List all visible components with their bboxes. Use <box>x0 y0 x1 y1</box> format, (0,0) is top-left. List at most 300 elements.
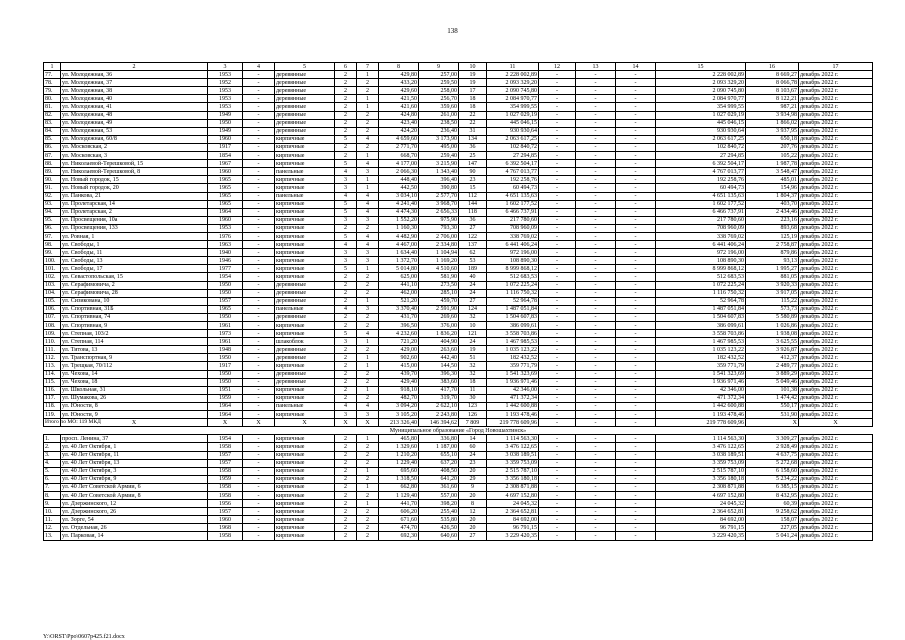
cell: 2 <box>335 451 357 459</box>
cell: 108 890,30 <box>487 257 539 265</box>
cell: - <box>616 435 656 443</box>
table-row <box>44 127 873 135</box>
cell: 118. <box>44 402 61 410</box>
cell: - <box>539 281 576 289</box>
cell: кирпичные <box>275 491 335 499</box>
cell: 417,70 <box>419 386 459 394</box>
cell: 1 995,27 <box>746 265 799 273</box>
cell: 2 <box>357 313 379 321</box>
cell: 2 <box>335 297 357 305</box>
cell: 424,80 <box>379 111 419 119</box>
cell: 158,07 <box>746 516 799 524</box>
cell: декабрь 2022 г. <box>799 135 873 143</box>
cell: 4 659,60 <box>379 135 419 143</box>
cell: 396,50 <box>379 322 419 330</box>
cell: 641,20 <box>419 475 459 483</box>
cell: - <box>243 362 275 370</box>
cell: 1950 <box>208 289 243 297</box>
cell: - <box>243 305 275 313</box>
cell: 1 541 323,69 <box>656 370 746 378</box>
table-row <box>44 411 873 419</box>
cell: ул. Свободы, 13 <box>61 257 208 265</box>
cell: 4 <box>335 241 357 249</box>
cell: - <box>576 168 616 176</box>
cell: 2 243,80 <box>419 411 459 419</box>
cell: 2 <box>357 524 379 532</box>
cell: 482,70 <box>379 394 419 402</box>
cell: 1 160,30 <box>379 224 419 232</box>
cell: - <box>539 435 576 443</box>
cell: - <box>616 297 656 305</box>
cell: 4 651 135,63 <box>487 192 539 200</box>
cell: 95. <box>44 216 61 224</box>
cell: 1977 <box>208 265 243 273</box>
cell: 3 173,90 <box>419 135 459 143</box>
cell: - <box>539 87 576 95</box>
cell: - <box>616 346 656 354</box>
cell: 263,60 <box>419 346 459 354</box>
cell: кирпичные <box>275 152 335 160</box>
cell: - <box>576 71 616 79</box>
cell: - <box>243 184 275 192</box>
cell: 1976 <box>208 232 243 240</box>
cell: 1 474,42 <box>746 394 799 402</box>
cell: ул. Зорге, 54 <box>61 516 208 524</box>
cell: ул. Транспортная, 9 <box>61 354 208 362</box>
cell: 24 <box>459 338 487 346</box>
table-row <box>44 338 873 346</box>
cell: 1 <box>357 362 379 370</box>
column-number: 5 <box>275 63 335 71</box>
cell: - <box>576 273 616 281</box>
cell: - <box>539 443 576 451</box>
cell: - <box>243 111 275 119</box>
cell: 5 234,22 <box>746 475 799 483</box>
cell: 2 <box>357 346 379 354</box>
cell: 1 602 177,52 <box>487 200 539 208</box>
cell: 1 467 985,53 <box>487 338 539 346</box>
cell: 1 936 971,46 <box>656 378 746 386</box>
cell: 6 392 504,17 <box>487 160 539 168</box>
cell: 1950 <box>208 281 243 289</box>
cell: - <box>576 330 616 338</box>
cell: 6 441 406,24 <box>487 241 539 249</box>
cell: 1917 <box>208 362 243 370</box>
cell: - <box>243 386 275 394</box>
table-row <box>44 322 873 330</box>
cell: 3 <box>357 257 379 265</box>
cell: - <box>243 516 275 524</box>
table-row <box>44 176 873 184</box>
cell: декабрь 2022 г. <box>799 402 873 410</box>
cell: - <box>539 516 576 524</box>
cell: 429,00 <box>379 346 419 354</box>
cell: 4 <box>335 305 357 313</box>
cell: ул. Юности, 8 <box>61 402 208 410</box>
cell: декабрь 2022 г. <box>799 508 873 516</box>
cell: 2 <box>335 152 357 160</box>
cell: 535,80 <box>419 516 459 524</box>
cell: - <box>539 176 576 184</box>
cell: 4 467,00 <box>379 241 419 249</box>
cell: - <box>539 524 576 532</box>
cell: 2 <box>357 127 379 135</box>
cell: 1950 <box>208 378 243 386</box>
column-number: 1 <box>44 63 61 71</box>
table-row <box>44 289 873 297</box>
cell: - <box>539 111 576 119</box>
cell: деревянные <box>275 297 335 305</box>
cell: - <box>539 313 576 321</box>
cell: 9 258,62 <box>746 508 799 516</box>
cell: декабрь 2022 г. <box>799 224 873 232</box>
table-row <box>44 370 873 378</box>
column-number: 2 <box>61 63 208 71</box>
cell: 1949 <box>208 127 243 135</box>
cell: - <box>616 289 656 297</box>
cell: 1 987,78 <box>746 160 799 168</box>
cell: 96. <box>44 224 61 232</box>
cell: - <box>616 103 656 111</box>
cell: 12 <box>459 508 487 516</box>
cell: декабрь 2022 г. <box>799 322 873 330</box>
cell: 5. <box>44 467 61 475</box>
cell: 255,40 <box>419 508 459 516</box>
cell: 20 <box>459 524 487 532</box>
cell: - <box>243 459 275 467</box>
cell: ул. Молодежная, 48 <box>61 111 208 119</box>
cell: 1 <box>357 176 379 184</box>
cell: - <box>539 508 576 516</box>
cell: 1958 <box>208 443 243 451</box>
cell: 692,30 <box>379 532 419 540</box>
cell: кирпичные <box>275 232 335 240</box>
cell: - <box>243 160 275 168</box>
cell: 8 999 868,12 <box>487 265 539 273</box>
table-row <box>44 143 873 151</box>
cell: 15 <box>459 184 487 192</box>
cell: 918,10 <box>379 386 419 394</box>
cell: 84. <box>44 127 61 135</box>
cell: 2 <box>357 532 379 540</box>
cell: 1953 <box>208 71 243 79</box>
cell: 2 <box>357 370 379 378</box>
cell: 2 <box>335 103 357 111</box>
cell: - <box>616 241 656 249</box>
cell: - <box>243 249 275 257</box>
footer-file-path: Y:\ORST\Ppo\0607p425.f21.docx <box>43 634 125 640</box>
cell: 1 504 607,83 <box>656 313 746 321</box>
cell: 20 <box>459 516 487 524</box>
cell: кирпичные <box>275 411 335 419</box>
cell: ул. Просвещения, 133 <box>61 224 208 232</box>
cell: 2 <box>357 111 379 119</box>
cell: - <box>243 467 275 475</box>
cell: 1 <box>357 435 379 443</box>
cell: - <box>539 79 576 87</box>
cell: 24 <box>459 451 487 459</box>
cell: 1957 <box>208 459 243 467</box>
cell: декабрь 2022 г. <box>799 127 873 135</box>
cell: 146 394,62 <box>419 419 459 427</box>
cell: 27 <box>459 224 487 232</box>
cell: 557,00 <box>419 491 459 499</box>
cell: ул. Молодежная, 60/8 <box>61 135 208 143</box>
cell: 2 066,30 <box>379 168 419 176</box>
cell: 11 <box>459 386 487 394</box>
cell: кирпичные <box>275 362 335 370</box>
cell: 18 <box>459 95 487 103</box>
table-row <box>44 378 873 386</box>
cell: - <box>616 143 656 151</box>
cell: 512 683,53 <box>487 273 539 281</box>
cell: 256,70 <box>419 95 459 103</box>
table-row <box>44 362 873 370</box>
cell: панельные <box>275 192 335 200</box>
cell: 1965 <box>208 200 243 208</box>
cell: 217 780,60 <box>656 216 746 224</box>
cell: 442,50 <box>379 184 419 192</box>
cell: 2 <box>357 378 379 386</box>
column-number: 11 <box>487 63 539 71</box>
cell: 3 359 753,09 <box>487 459 539 467</box>
cell: - <box>539 119 576 127</box>
cell: 3 359 753,09 <box>656 459 746 467</box>
cell: 2 <box>335 475 357 483</box>
cell: - <box>243 119 275 127</box>
cell: 1958 <box>208 491 243 499</box>
cell: - <box>243 330 275 338</box>
cell: - <box>539 273 576 281</box>
cell: 2 <box>335 500 357 508</box>
table-row <box>44 402 873 410</box>
cell: 1 <box>357 103 379 111</box>
cell: 9 <box>459 483 487 491</box>
cell: 100. <box>44 257 61 265</box>
cell: 192 258,76 <box>487 176 539 184</box>
cell: ул. Степная, 103/2 <box>61 330 208 338</box>
cell: 3 <box>357 216 379 224</box>
table-row <box>44 524 873 532</box>
cell: 2 <box>335 394 357 402</box>
cell: ул. Отдельная, 26 <box>61 524 208 532</box>
cell: - <box>243 435 275 443</box>
cell: - <box>243 192 275 200</box>
cell: 6 466 737,91 <box>656 208 746 216</box>
cell: - <box>576 500 616 508</box>
cell: - <box>616 135 656 143</box>
cell: 471 372,34 <box>656 394 746 402</box>
cell: кирпичные <box>275 524 335 532</box>
cell: - <box>576 338 616 346</box>
cell: 6 158,60 <box>746 467 799 475</box>
cell: 2 <box>335 119 357 127</box>
cell: 2 <box>335 483 357 491</box>
cell: деревянные <box>275 289 335 297</box>
cell: 109. <box>44 330 61 338</box>
cell: - <box>576 127 616 135</box>
cell: 1 104,94 <box>419 249 459 257</box>
cell: 5 272,68 <box>746 459 799 467</box>
cell: 2 063 617,25 <box>656 135 746 143</box>
cell: кирпичные <box>275 386 335 394</box>
cell: 1 804,37 <box>746 192 799 200</box>
cell: - <box>616 467 656 475</box>
cell: кирпичные <box>275 330 335 338</box>
cell: 2 228 002,89 <box>656 71 746 79</box>
cell: - <box>616 200 656 208</box>
cell: - <box>576 532 616 540</box>
cell: 668,70 <box>379 152 419 160</box>
cell: декабрь 2022 г. <box>799 281 873 289</box>
cell: 3 548,47 <box>746 168 799 176</box>
cell: 3 <box>357 411 379 419</box>
cell: 429,40 <box>379 378 419 386</box>
cell: декабрь 2022 г. <box>799 451 873 459</box>
cell: деревянные <box>275 79 335 87</box>
table-row <box>44 79 873 87</box>
cell: ул. Московская, 2 <box>61 143 208 151</box>
cell: - <box>539 362 576 370</box>
cell: 6 392 504,17 <box>656 160 746 168</box>
cell: 96 791,15 <box>656 524 746 532</box>
cell: 51 <box>459 354 487 362</box>
cell: 4 <box>335 402 357 410</box>
cell: ул. Пролетарская, 14 <box>61 200 208 208</box>
cell: - <box>539 475 576 483</box>
cell: 573,73 <box>746 305 799 313</box>
cell: - <box>576 111 616 119</box>
cell: - <box>576 451 616 459</box>
cell: - <box>539 483 576 491</box>
cell: 4 <box>357 208 379 216</box>
cell: 2 <box>357 322 379 330</box>
cell: 2 <box>335 491 357 499</box>
cell: - <box>243 224 275 232</box>
cell: 930 930,64 <box>487 127 539 135</box>
cell: - <box>243 257 275 265</box>
cell: 3 038 189,51 <box>487 451 539 459</box>
cell: 285,10 <box>419 289 459 297</box>
cell: - <box>243 232 275 240</box>
cell: 36 <box>459 216 487 224</box>
cell: 2 <box>357 475 379 483</box>
cell: 3 <box>335 216 357 224</box>
cell: - <box>616 168 656 176</box>
cell: - <box>576 475 616 483</box>
cell: 4 <box>357 241 379 249</box>
cell: 1 072 225,24 <box>487 281 539 289</box>
cell: 1 <box>357 95 379 103</box>
cell: 1958 <box>208 467 243 475</box>
cell: - <box>243 508 275 516</box>
cell: 1 <box>357 71 379 79</box>
cell: 2 093 329,20 <box>487 79 539 87</box>
cell: - <box>539 160 576 168</box>
cell: 3 356 180,18 <box>656 475 746 483</box>
table-row <box>44 71 873 79</box>
cell: кирпичные <box>275 322 335 330</box>
cell: 2 <box>335 386 357 394</box>
table-row <box>44 119 873 127</box>
table-row <box>44 491 873 499</box>
cell: 2 <box>357 516 379 524</box>
cell: ул. Серафимовича, 28 <box>61 289 208 297</box>
cell: - <box>243 483 275 491</box>
column-number: 3 <box>208 63 243 71</box>
cell: 459,70 <box>419 297 459 305</box>
cell: 359 771,79 <box>487 362 539 370</box>
cell: 10. <box>44 508 61 516</box>
cell: - <box>243 135 275 143</box>
cell: - <box>576 297 616 305</box>
cell: ул. 40 Лет Октября, 9 <box>61 475 208 483</box>
cell: - <box>539 451 576 459</box>
cell: декабрь 2022 г. <box>799 119 873 127</box>
cell: 2 758,87 <box>746 241 799 249</box>
cell: 99. <box>44 249 61 257</box>
cell: 495,00 <box>419 143 459 151</box>
cell: 441,10 <box>379 281 419 289</box>
cell: кирпичные <box>275 200 335 208</box>
cell: 2 <box>335 508 357 516</box>
cell: - <box>243 71 275 79</box>
cell: X <box>799 419 873 427</box>
cell: 2 <box>335 281 357 289</box>
cell: 1963 <box>208 241 243 249</box>
cell: 8 066,78 <box>746 79 799 87</box>
cell: 637,20 <box>419 459 459 467</box>
cell: - <box>539 216 576 224</box>
cell: 398,20 <box>419 500 459 508</box>
cell: 86. <box>44 143 61 151</box>
table-row <box>44 249 873 257</box>
column-number: 17 <box>799 63 873 71</box>
cell: - <box>576 143 616 151</box>
cell: деревянные <box>275 346 335 354</box>
cell: 3 558 703,86 <box>487 330 539 338</box>
cell: 881,05 <box>746 273 799 281</box>
table-row <box>44 281 873 289</box>
cell: - <box>243 127 275 135</box>
cell: - <box>243 354 275 362</box>
cell: 4 637,75 <box>746 451 799 459</box>
cell: декабрь 2022 г. <box>799 524 873 532</box>
cell: ул. Юности, 9 <box>61 411 208 419</box>
cell: 354 999,55 <box>487 103 539 111</box>
cell: - <box>539 241 576 249</box>
cell: 2 090 745,80 <box>656 87 746 95</box>
cell: 1958 <box>208 532 243 540</box>
cell: 8 103,67 <box>746 87 799 95</box>
cell: 192 258,76 <box>656 176 746 184</box>
cell: панельные <box>275 402 335 410</box>
cell: 78. <box>44 79 61 87</box>
cell: декабрь 2022 г. <box>799 467 873 475</box>
cell: ул. Чехова, 14 <box>61 370 208 378</box>
cell: 1965 <box>208 192 243 200</box>
table-row <box>44 305 873 313</box>
cell: - <box>539 265 576 273</box>
cell: 1 487 051,84 <box>487 305 539 313</box>
cell: 424,20 <box>379 127 419 135</box>
cell: - <box>243 289 275 297</box>
cell: кирпичные <box>275 265 335 273</box>
cell: - <box>539 467 576 475</box>
cell: 1 442 600,88 <box>656 402 746 410</box>
cell: кирпичные <box>275 459 335 467</box>
cell: 423,40 <box>379 119 419 127</box>
